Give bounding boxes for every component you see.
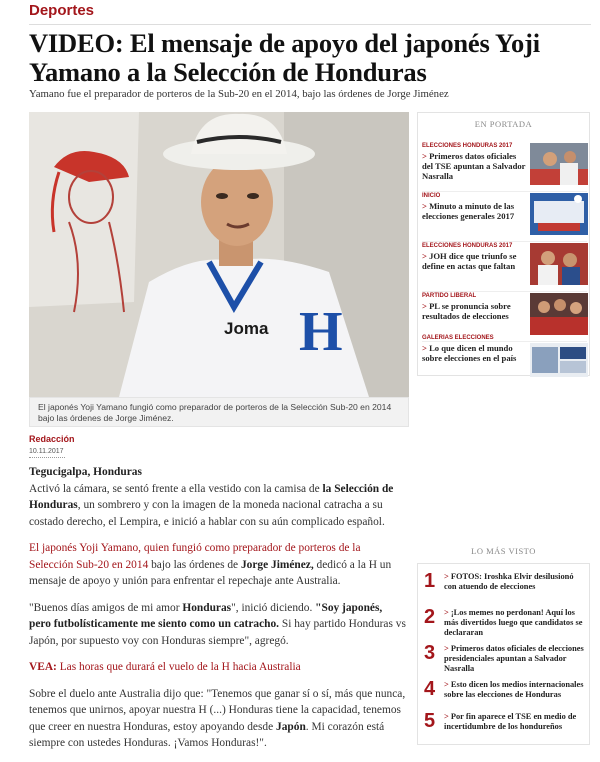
mas-visto-headline-text: Esto dicen los medios internacionales sobre las elecciones de Honduras [444, 680, 584, 699]
portada-item[interactable] [422, 143, 589, 191]
portada-divider [422, 191, 587, 192]
arrow-icon: > [422, 343, 427, 353]
p5-text-a: Sobre el duelo ante Australia dijo que: "Tenemos que ganar sí o sí, más que nunca, tenemos que unirnos, apoyar nuestra H (...) Honduras tiene la capacidad, tenemos que creer en nuestra Honduras, estoy apoyando desde [29, 687, 406, 733]
portada-headline-text: JOH dice que triunfo se define en actas que faltan [422, 251, 517, 271]
mas-visto-item[interactable] [422, 710, 588, 744]
p3-bold-quote: "Soy japonés, pero futbolísticamente me siento como un catracho. [29, 601, 383, 630]
portada-headline-text: Primeros datos oficiales del TSE apuntan a Salvador Nasralla [422, 151, 526, 181]
video-player[interactable] [29, 112, 409, 397]
arrow-icon: > [422, 201, 427, 211]
p2-link[interactable]: El japonés Yoji Yamano, quien fungió como preparador de porteros de la Selección Sub-20 en 2014 [29, 542, 361, 571]
portada-thumbnail[interactable] [530, 193, 588, 235]
portada-thumbnail[interactable] [530, 143, 588, 185]
p1-text-a: Activó la cámara, se sentó frente a ella vestido con la camisa de [29, 482, 323, 495]
mas-visto-headline-text: ¡Los memes no perdonan! Aquí los más divertidos luego que candidatos se declararan [444, 608, 583, 637]
mas-visto-item[interactable] [422, 642, 588, 676]
mas-visto-widget [417, 563, 590, 745]
paragraph-1 [29, 481, 407, 531]
paragraph-2 [29, 540, 407, 590]
portada-divider [422, 241, 587, 242]
image-caption: El japonés Yoji Yamano fungió como preparador de porteros de la Selección Sub-20 en 2014 bajo las órdenes de Jorge Jiménez. [29, 397, 409, 427]
mas-visto-headline-text: Primeros datos oficiales de elecciones presidenciales apuntan a Salvador Nasralla [444, 644, 584, 673]
publish-date: 10.11.2017 [29, 448, 64, 455]
arrow-icon: > [422, 301, 427, 311]
mas-visto-headline[interactable] [444, 608, 588, 638]
portada-headline-text: Lo que dicen el mundo sobre elecciones en el país [422, 343, 517, 363]
article-subtitle: Yamano fue el preparador de porteros de la Sub-20 en el 2014, bajo las órdenes de Jorge Jiménez [29, 88, 449, 100]
portada-headline[interactable] [422, 251, 526, 271]
arrow-icon: > [444, 680, 449, 689]
author-name[interactable]: Redacción [29, 434, 75, 444]
arrow-icon: > [444, 608, 449, 617]
video-frame [29, 112, 409, 397]
mas-visto-headline-text: FOTOS: Iroshka Elvir desilusionó con atuendo de elecciones [444, 572, 574, 591]
article-body [29, 464, 407, 762]
mas-visto-headline[interactable] [444, 712, 588, 732]
en-portada-widget [417, 112, 590, 376]
portada-item[interactable] [422, 293, 589, 341]
vea-link[interactable]: Las horas que durará el vuelo de la H hacia Australia [59, 661, 301, 673]
arrow-icon: > [422, 151, 427, 161]
mas-visto-headline[interactable] [444, 644, 588, 674]
p2-bold: Jorge Jiménez, [240, 558, 314, 571]
section-divider [29, 24, 591, 25]
paragraph-3 [29, 600, 407, 650]
rank-number: 2 [424, 606, 436, 628]
p3-text-a: "Buenos días amigos de mi amor [29, 601, 183, 614]
p1-bold: la Selección de Honduras [29, 482, 394, 511]
section-label[interactable]: Deportes [29, 2, 95, 19]
mas-visto-headline[interactable] [444, 680, 588, 700]
p5-bold: Japón [276, 720, 306, 733]
portada-category: ELECCIONES HONDURAS 2017 [422, 243, 513, 249]
mas-visto-item[interactable] [422, 570, 588, 604]
date-divider [29, 457, 65, 458]
portada-category: PARTIDO LIBERAL [422, 293, 477, 299]
mas-visto-item[interactable] [422, 606, 588, 640]
portada-headline-text: PL se pronuncia sobre resultados de elecciones [422, 301, 511, 321]
paragraph-5 [29, 686, 407, 752]
arrow-icon: > [444, 712, 449, 721]
article-headline: VIDEO: El mensaje de apoyo del japonés Yoji Yamano a la Selección de Honduras [29, 28, 540, 87]
rank-number: 5 [424, 710, 436, 732]
vea-label: VEA: [29, 661, 57, 673]
mas-visto-headline-text: Por fin aparece el TSE en medio de incertidumbre de los hondureños [444, 712, 577, 731]
p3-text-e: Si hay partido Honduras vs Japón, por supuesto voy con Honduras siempre", agregó. [29, 618, 406, 647]
portada-headline[interactable] [422, 201, 526, 221]
portada-divider [422, 291, 587, 292]
p3-text-c: ", inició diciendo. [231, 601, 316, 614]
portada-category: ELECCIONES HONDURAS 2017 [422, 143, 513, 149]
arrow-icon: > [444, 572, 449, 581]
portada-item[interactable] [422, 243, 589, 291]
arrow-icon: > [422, 251, 427, 261]
arrow-icon: > [444, 644, 449, 653]
portada-thumbnail[interactable] [530, 243, 588, 285]
p2-text-d: dedicó a la H un mensaje de apoyo y unión para enfrentar el repechaje ante Australia. [29, 558, 392, 587]
portada-item[interactable] [422, 335, 589, 383]
shirt-letter: H [299, 301, 343, 363]
portada-category: GALERIAS ELECCIONES [422, 335, 494, 341]
mas-visto-title: LO MÁS VISTO [471, 546, 536, 556]
portada-category: INICIO [422, 193, 441, 199]
p1-text-c: , un sombrero y con la imagen de la moneda nacional catracha a su costado derecho, el Lempira, e inició a hablar con su aún complicado español. [29, 499, 385, 528]
portada-headline[interactable] [422, 301, 526, 321]
mas-visto-item[interactable] [422, 678, 588, 712]
rank-number: 3 [424, 642, 436, 664]
rank-number: 1 [424, 570, 436, 592]
portada-thumbnail[interactable] [530, 343, 588, 377]
portada-headline[interactable] [422, 343, 526, 363]
paragraph-vea [29, 659, 407, 676]
article-dateline: Tegucigalpa, Honduras [29, 466, 142, 478]
p2-text-b: bajo las órdenes de [148, 558, 241, 571]
portada-headline-text: Minuto a minuto de las elecciones generales 2017 [422, 201, 515, 221]
p3-bold-honduras: Honduras [182, 601, 232, 614]
p5-text-c: . Mi corazón está siempre con ustedes Honduras. ¡Vamos Honduras!". [29, 720, 385, 749]
rank-number: 4 [424, 678, 436, 700]
en-portada-title: EN PORTADA [474, 119, 533, 129]
portada-item[interactable] [422, 193, 589, 241]
portada-thumbnail[interactable] [530, 293, 588, 335]
portada-headline[interactable] [422, 151, 526, 181]
mas-visto-headline[interactable] [444, 572, 588, 592]
shirt-brand: Joma [224, 319, 269, 338]
